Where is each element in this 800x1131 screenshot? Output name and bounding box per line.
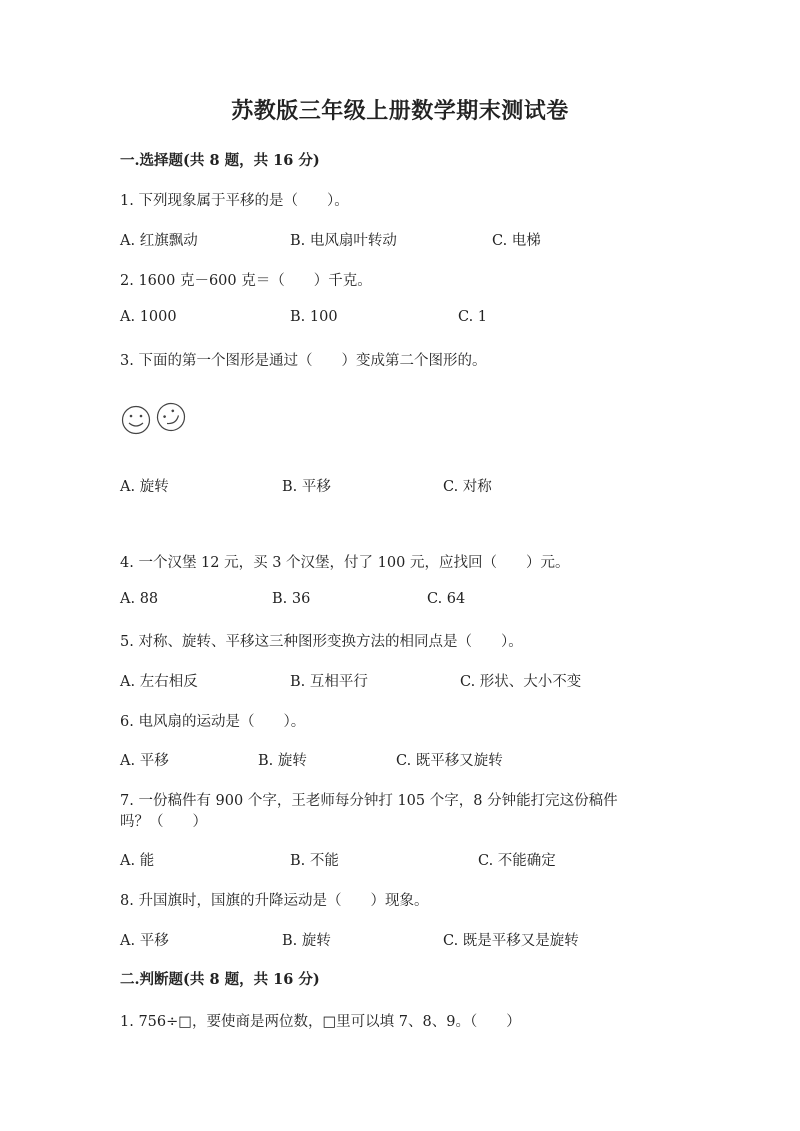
q4-option-b: B. 36	[272, 591, 311, 607]
q8-option-a: A. 平移	[120, 933, 169, 949]
question-8: 8. 升国旗时，国旗的升降运动是（ ）现象。	[120, 893, 429, 909]
question-1: 1. 下列现象属于平移的是（ ）。	[120, 193, 349, 209]
question-6: 6. 电风扇的运动是（ ）。	[120, 714, 306, 730]
exam-title: 苏教版三年级上册数学期末测试卷	[231, 98, 569, 124]
q7-option-a: A. 能	[120, 853, 155, 869]
judgement-question-1: 1. 756÷□，要使商是两位数，□里可以填 7、8、9。（ ）	[120, 1014, 521, 1030]
question-7-line-2: 吗？（ ）	[120, 814, 207, 830]
q5-option-a: A. 左右相反	[120, 674, 198, 690]
q3-option-c: C. 对称	[443, 479, 492, 495]
q4-option-a: A. 88	[120, 591, 159, 607]
question-3: 3. 下面的第一个图形是通过（ ）变成第二个图形的。	[120, 353, 487, 369]
section-heading-true-false: 二.判断题(共 8 题，共 16 分)	[120, 971, 320, 988]
q2-option-a: A. 1000	[120, 309, 177, 325]
q1-option-b: B. 电风扇叶转动	[290, 233, 397, 249]
q6-option-b: B. 旋转	[258, 753, 307, 769]
q2-option-c: C. 1	[458, 309, 488, 325]
rotated-smiley-face-icon	[152, 400, 190, 436]
question-4: 4. 一个汉堡 12 元，买 3 个汉堡，付了 100 元，应找回（ ）元。	[120, 555, 570, 571]
q5-option-b: B. 互相平行	[290, 674, 368, 690]
question-2: 2. 1600 克－600 克＝（ ）千克。	[120, 273, 372, 289]
q8-option-c: C. 既是平移又是旋转	[443, 933, 579, 949]
q4-option-c: C. 64	[427, 591, 466, 607]
q2-option-b: B. 100	[290, 309, 338, 325]
q8-option-b: B. 旋转	[282, 933, 331, 949]
q7-option-c: C. 不能确定	[478, 853, 556, 869]
question-5: 5. 对称、旋转、平移这三种图形变换方法的相同点是（ ）。	[120, 634, 523, 650]
q3-option-b: B. 平移	[282, 479, 331, 495]
q1-option-a: A. 红旗飘动	[120, 233, 198, 249]
question-7-line-1: 7. 一份稿件有 900 个字，王老师每分钟打 105 个字，8 分钟能打完这份稿件	[120, 793, 618, 809]
q1-option-c: C. 电梯	[492, 233, 541, 249]
section-heading-multiple-choice: 一.选择题(共 8 题，共 16 分)	[120, 152, 320, 169]
q3-option-a: A. 旋转	[120, 479, 169, 495]
q6-option-c: C. 既平移又旋转	[396, 753, 503, 769]
smiley-face-icon	[123, 407, 150, 434]
q6-option-a: A. 平移	[120, 753, 169, 769]
smiley-faces-figure	[120, 400, 190, 436]
q5-option-c: C. 形状、大小不变	[460, 674, 582, 690]
q7-option-b: B. 不能	[290, 853, 339, 869]
